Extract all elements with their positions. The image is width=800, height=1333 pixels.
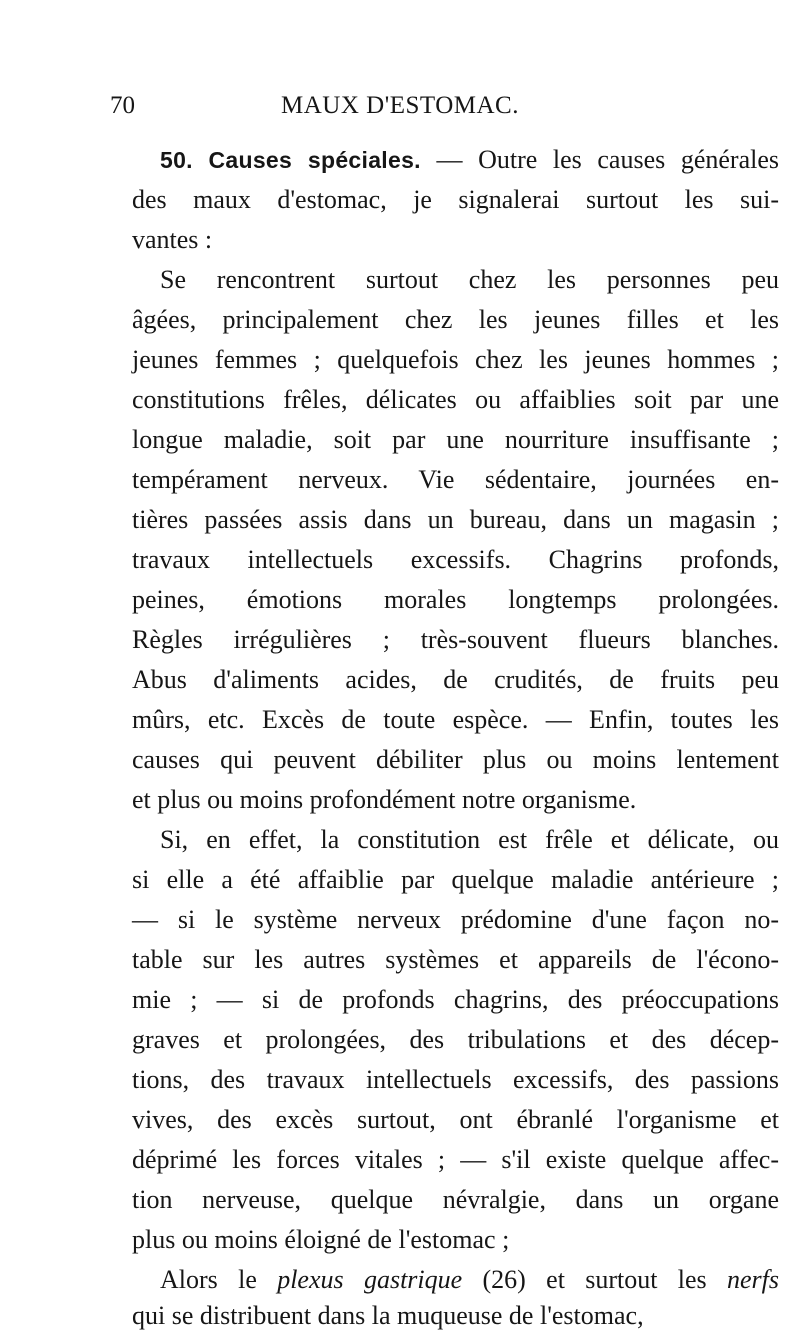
- section-number: 50.: [160, 147, 193, 173]
- page-header: [110, 86, 690, 126]
- text-line-14: Abus d'aliments acides, de crudités, de fruits peu: [132, 665, 779, 694]
- text-line-29: [160, 1260, 779, 1300]
- text-line-20: — si le système nerveux prédomine d'une façon no-: [132, 905, 779, 934]
- text-line-2: des maux d'estomac, je signalerai surtout les sui-: [132, 185, 779, 214]
- text-line-24: tions, des travaux intellectuels excessifs, des passions: [132, 1065, 779, 1094]
- running-title: MAUX D'ESTOMAC.: [281, 92, 519, 119]
- text-line-1: [160, 140, 779, 180]
- section-title: Causes spéciales.: [208, 147, 421, 173]
- text-line-25: vives, des excès surtout, ont ébranlé l'organisme et: [132, 1105, 779, 1134]
- text-line-21: table sur les autres systèmes et appareils de l'écono-: [132, 945, 779, 974]
- text-line-11: travaux intellectuels excessifs. Chagrins profonds,: [132, 545, 779, 574]
- text-line-9: tempérament nerveux. Vie sédentaire, journées en-: [132, 465, 779, 494]
- text-line-17: et plus ou moins profondément notre organisme.: [132, 785, 637, 814]
- page-number: 70: [110, 92, 135, 119]
- text-line-4: Se rencontrent surtout chez les personnes peu: [160, 265, 779, 294]
- text-line-27: tion nerveuse, quelque névralgie, dans un organe: [132, 1185, 779, 1214]
- text-line-23: graves et prolongées, des tribulations et des décep-: [132, 1025, 779, 1054]
- text-fragment: (26) et surtout les: [462, 1265, 728, 1294]
- text-line-16: causes qui peuvent débiliter plus ou moins lentement: [132, 745, 779, 774]
- text-line-28: plus ou moins éloigné de l'estomac ;: [132, 1225, 510, 1254]
- text-line-30: qui se distribuent dans la muqueuse de l'estomac,: [132, 1301, 644, 1330]
- text-line-18: Si, en effet, la constitution est frêle et délicate, ou: [160, 825, 779, 854]
- text-line-5: âgées, principalement chez les jeunes filles et les: [132, 305, 779, 334]
- text-line-12: peines, émotions morales longtemps prolongées.: [132, 585, 779, 614]
- text-line-6: jeunes femmes ; quelquefois chez les jeunes hommes ;: [132, 345, 779, 374]
- text-line-13: Règles irrégulières ; très-souvent flueurs blanches.: [132, 625, 779, 654]
- text-line-7: constitutions frêles, délicates ou affaiblies soit par une: [132, 385, 779, 414]
- text-line-19: si elle a été affaiblie par quelque maladie antérieure ;: [132, 865, 779, 894]
- italic-term-plexus: plexus gastrique: [277, 1265, 463, 1294]
- text-fragment: Alors le: [160, 1265, 278, 1294]
- italic-term-nerfs: nerfs: [727, 1265, 780, 1294]
- text-line-26: déprimé les forces vitales ; — s'il existe quelque affec-: [132, 1145, 779, 1174]
- text-line-22: mie ; — si de profonds chagrins, des préoccupations: [132, 985, 779, 1014]
- text-line-10: tières passées assis dans un bureau, dans un magasin ;: [132, 505, 779, 534]
- text-line-8: longue maladie, soit par une nourriture insuffisante ;: [132, 425, 779, 454]
- text-line-3: vantes :: [132, 225, 213, 254]
- text-line-15: mûrs, etc. Excès de toute espèce. — Enfin, toutes les: [132, 705, 779, 734]
- text-fragment: — Outre les causes générales: [420, 145, 779, 174]
